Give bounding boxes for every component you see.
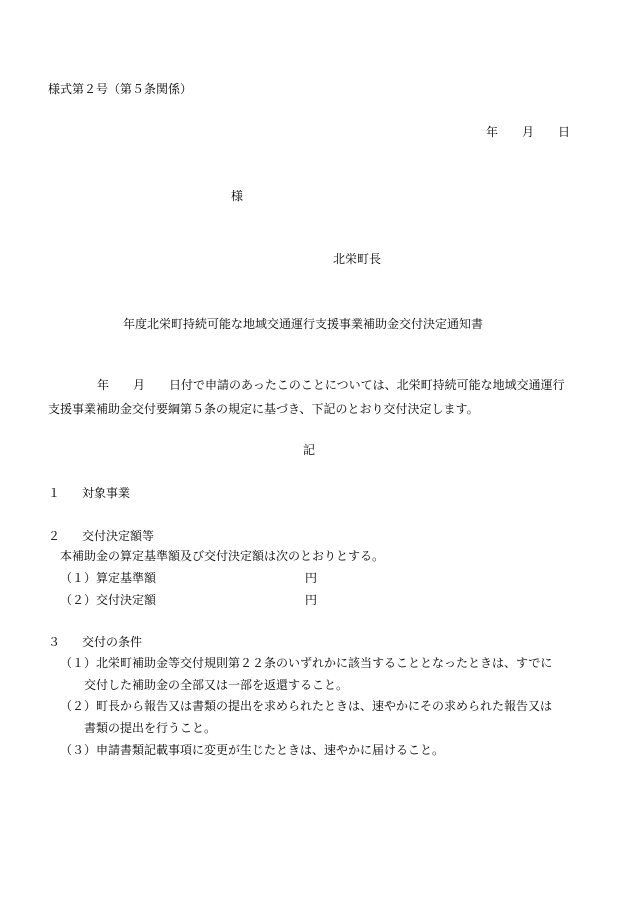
- sender: 北栄町長: [333, 252, 382, 266]
- condition-2-line-1: （２）町長から報告又は書類の提出を求められたときは、速やかにその求められた報告又は: [60, 699, 553, 713]
- addressee-honorific: 様: [231, 189, 244, 203]
- date-line: [486, 125, 570, 139]
- section-2-item: [60, 593, 156, 607]
- condition-1-line-2: 交付した補助金の全部又は一部を返還すること。: [84, 678, 349, 692]
- section-2-item: [60, 571, 156, 585]
- section-2-item-unit: 円: [305, 571, 318, 585]
- condition-2-line-2: 書類の提出を行うこと。: [84, 721, 217, 735]
- intro-line-1: [97, 378, 565, 392]
- date-day: 日: [558, 125, 571, 139]
- condition-1-line-1: （１）北栄町補助金等交付規則第２２条のいずれかに該当することとなったときは、すでに: [60, 656, 553, 670]
- item-label: （２）交付決定額: [60, 593, 157, 607]
- intro-line1-text: 日付で申請のあったこのことについては、北栄町持続可能な地域交通運行: [169, 378, 565, 392]
- intro-line-2: 支援事業補助金交付要綱第５条の規定に基づき、下記のとおり交付決定します。: [48, 402, 479, 416]
- document-title: 年度北栄町持続可能な地域交通運行支援事業補助金交付決定通知書: [123, 317, 484, 331]
- section-2-description: 本補助金の算定基準額及び交付決定額は次のとおりとする。: [60, 549, 385, 563]
- item-label: （１）算定基準額: [60, 571, 157, 585]
- section-2-heading: ２ 交付決定額等: [48, 529, 155, 543]
- section-3-heading: ３ 交付の条件: [48, 635, 143, 649]
- intro-year: 年: [97, 378, 110, 392]
- ki-heading: 記: [303, 443, 316, 457]
- section-2-item-unit: 円: [305, 593, 318, 607]
- date-month: 月: [522, 125, 535, 139]
- section-1-heading: １ 対象事業: [48, 486, 131, 500]
- form-label: 様式第２号（第５条関係）: [48, 82, 193, 96]
- condition-3-line-1: （３）申請書類記載事項に変更が生じたときは、速やかに届けること。: [60, 743, 445, 757]
- intro-month: 月: [133, 378, 146, 392]
- date-year: 年: [486, 125, 499, 139]
